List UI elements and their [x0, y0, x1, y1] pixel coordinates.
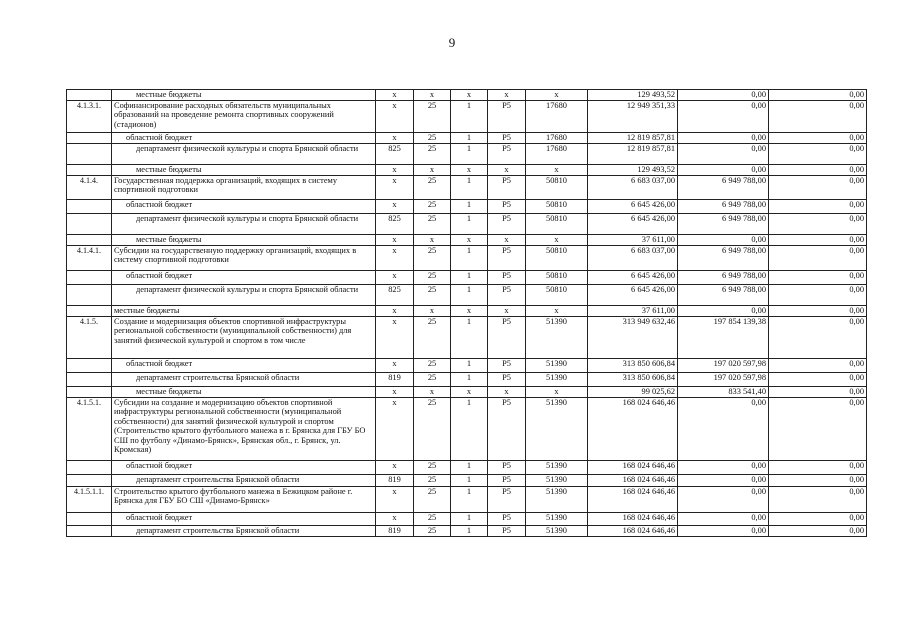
cell-target: х [488, 306, 526, 317]
cell-section: 25 [414, 176, 451, 200]
cell-target: х [488, 387, 526, 398]
table-row [67, 317, 867, 359]
cell-section: х [414, 306, 451, 317]
cell-section: 25 [414, 359, 451, 373]
cell-sum-year2: 6 949 788,00 [678, 285, 769, 306]
table-row [67, 359, 867, 373]
row-number [67, 526, 112, 537]
cell-expense-code: 17680 [526, 133, 588, 144]
row-number [67, 214, 112, 235]
cell-expense-code: 51390 [526, 359, 588, 373]
cell-sum-year1: 168 024 646,46 [588, 461, 678, 475]
cell-sum-year1: 313 850 606,84 [588, 359, 678, 373]
cell-grbs: х [376, 398, 414, 461]
cell-target: х [488, 165, 526, 176]
cell-sum-year2: 0,00 [678, 235, 769, 246]
cell-target: х [488, 235, 526, 246]
cell-sum-year2: 0,00 [678, 461, 769, 475]
cell-sum-year2: 6 949 788,00 [678, 271, 769, 285]
row-name: областной бюджет [112, 200, 376, 214]
cell-expense-code: 51390 [526, 398, 588, 461]
cell-subsection: 1 [451, 487, 488, 513]
cell-target: Р5 [488, 461, 526, 475]
cell-sum-year2: 0,00 [678, 306, 769, 317]
table-row [67, 285, 867, 306]
cell-section: х [414, 165, 451, 176]
cell-sum-year1: 6 645 426,00 [588, 285, 678, 306]
row-number [67, 200, 112, 214]
cell-grbs: 819 [376, 373, 414, 387]
row-name: департамент строительства Брянской области [112, 373, 376, 387]
cell-sum-year2: 197 020 597,98 [678, 373, 769, 387]
table-row [67, 461, 867, 475]
row-name: местные бюджеты [112, 165, 376, 176]
cell-sum-year2: 0,00 [678, 133, 769, 144]
row-number [67, 513, 112, 526]
cell-target: Р5 [488, 285, 526, 306]
cell-section: 25 [414, 317, 451, 359]
cell-sum-year1: 168 024 646,46 [588, 398, 678, 461]
cell-expense-code: х [526, 235, 588, 246]
row-number: 4.1.5.1.1. [67, 487, 112, 513]
row-number [67, 359, 112, 373]
cell-grbs: 825 [376, 285, 414, 306]
cell-subsection: 1 [451, 246, 488, 271]
cell-sum-year2: 6 949 788,00 [678, 200, 769, 214]
cell-sum-year1: 6 645 426,00 [588, 271, 678, 285]
cell-sum-year1: 99 025,62 [588, 387, 678, 398]
row-name: местные бюджеты [112, 387, 376, 398]
cell-expense-code: 50810 [526, 246, 588, 271]
row-number: 4.1.3.1. [67, 101, 112, 133]
cell-grbs: х [376, 513, 414, 526]
cell-sum-year2: 6 949 788,00 [678, 246, 769, 271]
cell-target: Р5 [488, 513, 526, 526]
cell-grbs: х [376, 165, 414, 176]
row-number [67, 271, 112, 285]
row-number: 4.1.5.1. [67, 398, 112, 461]
cell-sum-year2: 0,00 [678, 144, 769, 165]
cell-subsection: 1 [451, 475, 488, 487]
cell-grbs: 825 [376, 214, 414, 235]
cell-section: х [414, 90, 451, 101]
row-number: 4.1.4. [67, 176, 112, 200]
cell-target: х [488, 90, 526, 101]
row-number [67, 475, 112, 487]
cell-subsection: х [451, 235, 488, 246]
cell-sum-year3: 0,00 [769, 475, 867, 487]
cell-sum-year1: 168 024 646,46 [588, 487, 678, 513]
row-name: департамент физической культуры и спорта Брянской области [112, 214, 376, 235]
cell-section: 25 [414, 214, 451, 235]
cell-sum-year1: 6 683 037,00 [588, 176, 678, 200]
cell-sum-year1: 12 949 351,33 [588, 101, 678, 133]
cell-sum-year1: 129 493,52 [588, 90, 678, 101]
cell-expense-code: 51390 [526, 487, 588, 513]
cell-subsection: 1 [451, 214, 488, 235]
cell-sum-year2: 0,00 [678, 101, 769, 133]
cell-grbs: х [376, 487, 414, 513]
cell-sum-year3: 0,00 [769, 200, 867, 214]
cell-sum-year3: 0,00 [769, 165, 867, 176]
cell-subsection: 1 [451, 101, 488, 133]
cell-sum-year2: 197 854 139,38 [678, 317, 769, 359]
cell-subsection: 1 [451, 285, 488, 306]
table-row [67, 165, 867, 176]
cell-expense-code: х [526, 165, 588, 176]
cell-sum-year3: 0,00 [769, 271, 867, 285]
cell-grbs: х [376, 101, 414, 133]
row-name: областной бюджет [112, 271, 376, 285]
table-row [67, 200, 867, 214]
cell-subsection: 1 [451, 373, 488, 387]
cell-sum-year2: 0,00 [678, 526, 769, 537]
row-number [67, 373, 112, 387]
cell-sum-year3: 0,00 [769, 306, 867, 317]
table-row [67, 246, 867, 271]
cell-sum-year2: 197 020 597,98 [678, 359, 769, 373]
cell-grbs: х [376, 176, 414, 200]
cell-sum-year3: 0,00 [769, 526, 867, 537]
cell-grbs: х [376, 133, 414, 144]
cell-section: х [414, 235, 451, 246]
cell-sum-year1: 12 819 857,81 [588, 133, 678, 144]
row-name: Государственная поддержка организаций, входящих в систему спортивной подготовки [112, 176, 376, 200]
cell-sum-year1: 129 493,52 [588, 165, 678, 176]
cell-expense-code: 51390 [526, 317, 588, 359]
cell-section: х [414, 387, 451, 398]
cell-expense-code: 50810 [526, 200, 588, 214]
cell-section: 25 [414, 513, 451, 526]
cell-expense-code: 51390 [526, 461, 588, 475]
cell-subsection: 1 [451, 461, 488, 475]
page-number: 9 [448, 35, 456, 50]
cell-grbs: 825 [376, 144, 414, 165]
cell-target: Р5 [488, 373, 526, 387]
cell-sum-year2: 0,00 [678, 398, 769, 461]
table-row [67, 398, 867, 461]
cell-target: Р5 [488, 133, 526, 144]
budget-table [66, 89, 867, 537]
cell-section: 25 [414, 373, 451, 387]
table-row [67, 513, 867, 526]
cell-subsection: 1 [451, 176, 488, 200]
cell-target: Р5 [488, 526, 526, 537]
cell-section: 25 [414, 475, 451, 487]
row-name: местные бюджеты [112, 90, 376, 101]
row-name: департамент физической культуры и спорта Брянской области [112, 144, 376, 165]
cell-grbs: х [376, 200, 414, 214]
cell-grbs: х [376, 271, 414, 285]
row-number [67, 306, 112, 317]
cell-sum-year3: 0,00 [769, 246, 867, 271]
cell-subsection: 1 [451, 513, 488, 526]
cell-grbs: х [376, 235, 414, 246]
cell-sum-year3: 0,00 [769, 101, 867, 133]
cell-expense-code: х [526, 387, 588, 398]
cell-target: Р5 [488, 214, 526, 235]
cell-sum-year1: 6 683 037,00 [588, 246, 678, 271]
cell-section: 25 [414, 200, 451, 214]
cell-section: 25 [414, 133, 451, 144]
table-row [67, 144, 867, 165]
cell-subsection: 1 [451, 200, 488, 214]
cell-sum-year1: 6 645 426,00 [588, 200, 678, 214]
cell-expense-code: 51390 [526, 475, 588, 487]
table-row [67, 235, 867, 246]
cell-subsection: х [451, 306, 488, 317]
table-row [67, 387, 867, 398]
cell-target: Р5 [488, 246, 526, 271]
cell-target: Р5 [488, 271, 526, 285]
row-name: департамент строительства Брянской области [112, 526, 376, 537]
cell-section: 25 [414, 398, 451, 461]
cell-expense-code: 50810 [526, 285, 588, 306]
cell-sum-year1: 168 024 646,46 [588, 526, 678, 537]
row-number: 4.1.4.1. [67, 246, 112, 271]
cell-sum-year3: 0,00 [769, 176, 867, 200]
cell-target: Р5 [488, 359, 526, 373]
cell-expense-code: 50810 [526, 176, 588, 200]
table-row [67, 90, 867, 101]
cell-grbs: х [376, 90, 414, 101]
cell-sum-year3: 0,00 [769, 235, 867, 246]
cell-sum-year2: 6 949 788,00 [678, 214, 769, 235]
row-number [67, 285, 112, 306]
row-name: Субсидии на государственную поддержку организаций, входящих в систему спортивной подготовки [112, 246, 376, 271]
cell-grbs: 819 [376, 526, 414, 537]
cell-expense-code: х [526, 306, 588, 317]
cell-target: Р5 [488, 475, 526, 487]
cell-section: 25 [414, 271, 451, 285]
cell-section: 25 [414, 487, 451, 513]
cell-expense-code: 50810 [526, 271, 588, 285]
cell-expense-code: 17680 [526, 101, 588, 133]
row-name: областной бюджет [112, 133, 376, 144]
cell-sum-year2: 0,00 [678, 90, 769, 101]
cell-sum-year3: 0,00 [769, 461, 867, 475]
cell-section: 25 [414, 144, 451, 165]
budget-table-body [67, 90, 867, 537]
cell-target: Р5 [488, 317, 526, 359]
row-name: Строительство крытого футбольного манежа в Бежицком районе г. Брянска для ГБУ БО СШ «Динамо-Брянск» [112, 487, 376, 513]
table-row [67, 271, 867, 285]
cell-sum-year3: 0,00 [769, 144, 867, 165]
cell-target: Р5 [488, 101, 526, 133]
cell-sum-year3: 0,00 [769, 317, 867, 359]
cell-section: 25 [414, 461, 451, 475]
cell-sum-year3: 0,00 [769, 387, 867, 398]
cell-section: 25 [414, 246, 451, 271]
cell-sum-year2: 6 949 788,00 [678, 176, 769, 200]
cell-expense-code: 51390 [526, 373, 588, 387]
cell-subsection: 1 [451, 359, 488, 373]
cell-expense-code: 50810 [526, 214, 588, 235]
cell-expense-code: х [526, 90, 588, 101]
cell-sum-year3: 0,00 [769, 285, 867, 306]
cell-expense-code: 17680 [526, 144, 588, 165]
cell-grbs: х [376, 317, 414, 359]
cell-sum-year3: 0,00 [769, 214, 867, 235]
cell-expense-code: 51390 [526, 513, 588, 526]
row-name: местные бюджеты [112, 306, 376, 317]
cell-subsection: 1 [451, 144, 488, 165]
table-row [67, 475, 867, 487]
row-name: областной бюджет [112, 513, 376, 526]
cell-expense-code: 51390 [526, 526, 588, 537]
table-row [67, 101, 867, 133]
cell-section: 25 [414, 526, 451, 537]
row-number [67, 461, 112, 475]
cell-grbs: х [376, 359, 414, 373]
cell-sum-year1: 313 949 632,46 [588, 317, 678, 359]
row-number [67, 165, 112, 176]
cell-section: 25 [414, 285, 451, 306]
cell-subsection: х [451, 165, 488, 176]
cell-sum-year1: 12 819 857,81 [588, 144, 678, 165]
cell-grbs: 819 [376, 475, 414, 487]
cell-sum-year1: 168 024 646,46 [588, 513, 678, 526]
row-number [67, 387, 112, 398]
cell-sum-year2: 0,00 [678, 165, 769, 176]
table-row [67, 526, 867, 537]
cell-sum-year2: 833 541,40 [678, 387, 769, 398]
cell-subsection: х [451, 387, 488, 398]
table-row [67, 214, 867, 235]
cell-subsection: 1 [451, 271, 488, 285]
cell-target: Р5 [488, 398, 526, 461]
row-name: областной бюджет [112, 461, 376, 475]
row-name: местные бюджеты [112, 235, 376, 246]
cell-grbs: х [376, 306, 414, 317]
cell-sum-year2: 0,00 [678, 475, 769, 487]
cell-section: 25 [414, 101, 451, 133]
cell-sum-year2: 0,00 [678, 487, 769, 513]
cell-target: Р5 [488, 144, 526, 165]
cell-sum-year1: 6 645 426,00 [588, 214, 678, 235]
cell-sum-year3: 0,00 [769, 373, 867, 387]
row-number [67, 235, 112, 246]
row-number [67, 133, 112, 144]
table-row [67, 373, 867, 387]
row-name: департамент строительства Брянской области [112, 475, 376, 487]
cell-target: Р5 [488, 176, 526, 200]
cell-sum-year3: 0,00 [769, 359, 867, 373]
cell-target: Р5 [488, 487, 526, 513]
table-row [67, 176, 867, 200]
cell-sum-year1: 37 611,00 [588, 306, 678, 317]
cell-sum-year2: 0,00 [678, 513, 769, 526]
cell-subsection: 1 [451, 317, 488, 359]
table-row [67, 133, 867, 144]
cell-sum-year3: 0,00 [769, 90, 867, 101]
cell-sum-year3: 0,00 [769, 133, 867, 144]
cell-subsection: 1 [451, 133, 488, 144]
cell-grbs: х [376, 246, 414, 271]
cell-subsection: 1 [451, 526, 488, 537]
cell-grbs: х [376, 461, 414, 475]
row-name: Создание и модернизация объектов спортивной инфраструктуры региональной собственности (муниципальной собственности) для занятий физической культурой и спортом в том числе [112, 317, 376, 359]
cell-target: Р5 [488, 200, 526, 214]
row-name: департамент физической культуры и спорта Брянской области [112, 285, 376, 306]
cell-sum-year3: 0,00 [769, 398, 867, 461]
cell-sum-year1: 313 850 606,84 [588, 373, 678, 387]
cell-subsection: 1 [451, 398, 488, 461]
row-name: Субсидии на создание и модернизацию объектов спортивной инфраструктуры региональной собственности (муниципальной собственности) для занятий физической культурой и спортом (Строительство крытого футбольного манежа в г. Брянска для ГБУ БО СШ по футболу «Динамо-Брянск», Брянская обл., г. Брянск, ул. Кромская) [112, 398, 376, 461]
cell-sum-year3: 0,00 [769, 513, 867, 526]
row-name: областной бюджет [112, 359, 376, 373]
row-number [67, 144, 112, 165]
row-number: 4.1.5. [67, 317, 112, 359]
cell-sum-year1: 37 611,00 [588, 235, 678, 246]
cell-grbs: х [376, 387, 414, 398]
cell-sum-year3: 0,00 [769, 487, 867, 513]
table-row [67, 306, 867, 317]
row-number [67, 90, 112, 101]
cell-subsection: х [451, 90, 488, 101]
table-row [67, 487, 867, 513]
cell-sum-year1: 168 024 646,46 [588, 475, 678, 487]
row-name: Софинансирование расходных обязательств муниципальных образований на проведение ремонта спортивных сооружений (стадионов) [112, 101, 376, 133]
